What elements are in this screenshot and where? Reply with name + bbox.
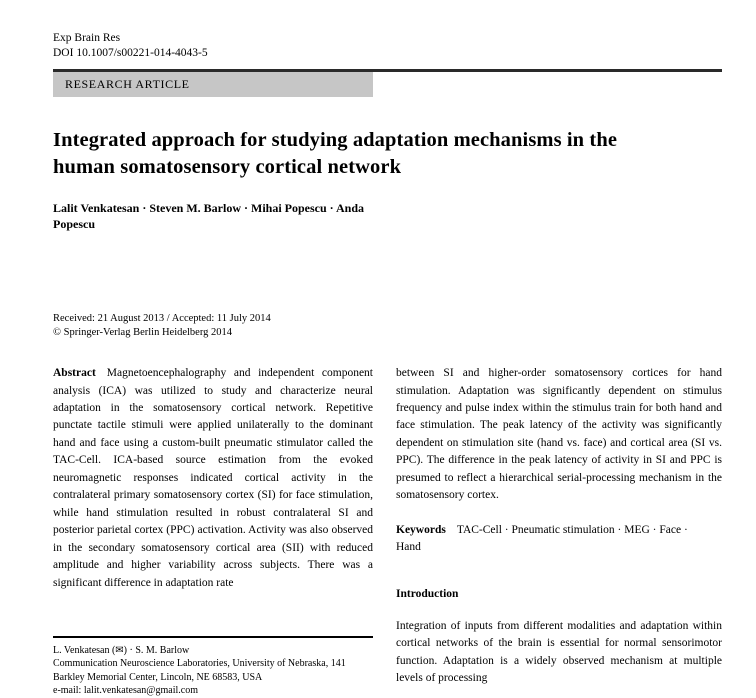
footnote-rule [53, 636, 373, 637]
journal-doi: DOI 10.1007/s00221-014-4043-5 [53, 46, 208, 59]
keywords-text: TAC-Cell · Pneumatic stimulation · MEG · Face · Hand [396, 523, 688, 554]
abstract-text-column1: Magnetoencephalography and independent component analysis (ICA) was utilized to study and characterize neural adaptation in the somatosensory cortical network. Repetitive punctate tactile stimuli were applied unilaterally to the dominant hand and face using a custom-built pneumatic stimulator called the TAC-Cell. ICA-based source estimation from the evoked neuromagnetic responses indicated cortical activity in the contralateral primary somatosensory cortex (SI) for face stimulation, while hand stimulation resulted in robust contralateral SI and posterior parietal cortex (PPC) activation. Activity was also observed in the secondary somatosensory cortical area (SII) with reduced amplitude and higher variability across subjects. There was a significant difference in adaptation rate [53, 367, 373, 589]
correspondence-authors: L. Venkatesan (✉) · S. M. Barlow [53, 644, 190, 656]
abstract-continued-paragraph: between SI and higher-order somatosensory cortices for hand stimulation. Adaptation was significantly dependent on stimulus frequency and pulse index within the stimulus train for both hand and face stimulation. The peak latency of the activity was significantly dependent on stimulation site (hand vs. face) and cortical area (SI vs. PPC). The difference in the peak latency of activity in SI and PPC is presumed to reflect a hierarchical serial-processing mechanism in the somatosensory cortex. [396, 367, 722, 502]
article-title: Integrated approach for studying adaptation mechanisms in the human somatosensory cortical network [53, 128, 618, 178]
left-column [53, 365, 373, 698]
abstract-label: Abstract [53, 367, 96, 380]
right-column [396, 365, 722, 698]
journal-name: Exp Brain Res [53, 32, 121, 44]
keywords-block [396, 522, 698, 557]
copyright-line: © Springer-Verlag Berlin Heidelberg 2014 [53, 327, 233, 339]
received-accepted-line: Received: 21 August 2013 / Accepted: 11 July 2014 [53, 313, 271, 325]
two-column-body [53, 365, 722, 698]
affiliation-line: Communication Neuroscience Laboratories, University of Nebraska, 141 Barkley Memorial Center, Lincoln, NE 68583, USA [53, 658, 346, 683]
author-list: Lalit Venkatesan · Steven M. Barlow · Mihai Popescu · Anda Popescu [53, 201, 365, 232]
introduction-heading: Introduction [396, 587, 459, 600]
correspondence-footnote [53, 636, 373, 698]
article-type-banner: RESEARCH ARTICLE [53, 72, 373, 97]
journal-header [53, 31, 722, 60]
keywords-label: Keywords [396, 523, 446, 536]
abstract-paragraph [53, 365, 373, 592]
email-line: e-mail: lalit.venkatesan@gmail.com [53, 685, 198, 697]
introduction-paragraph: Integration of inputs from different modalities and adaptation within cortical networks of the brain is essential for normal sensorimotor function. Adaptation is a widely observed mechanism at multiple levels of processing [396, 619, 722, 685]
